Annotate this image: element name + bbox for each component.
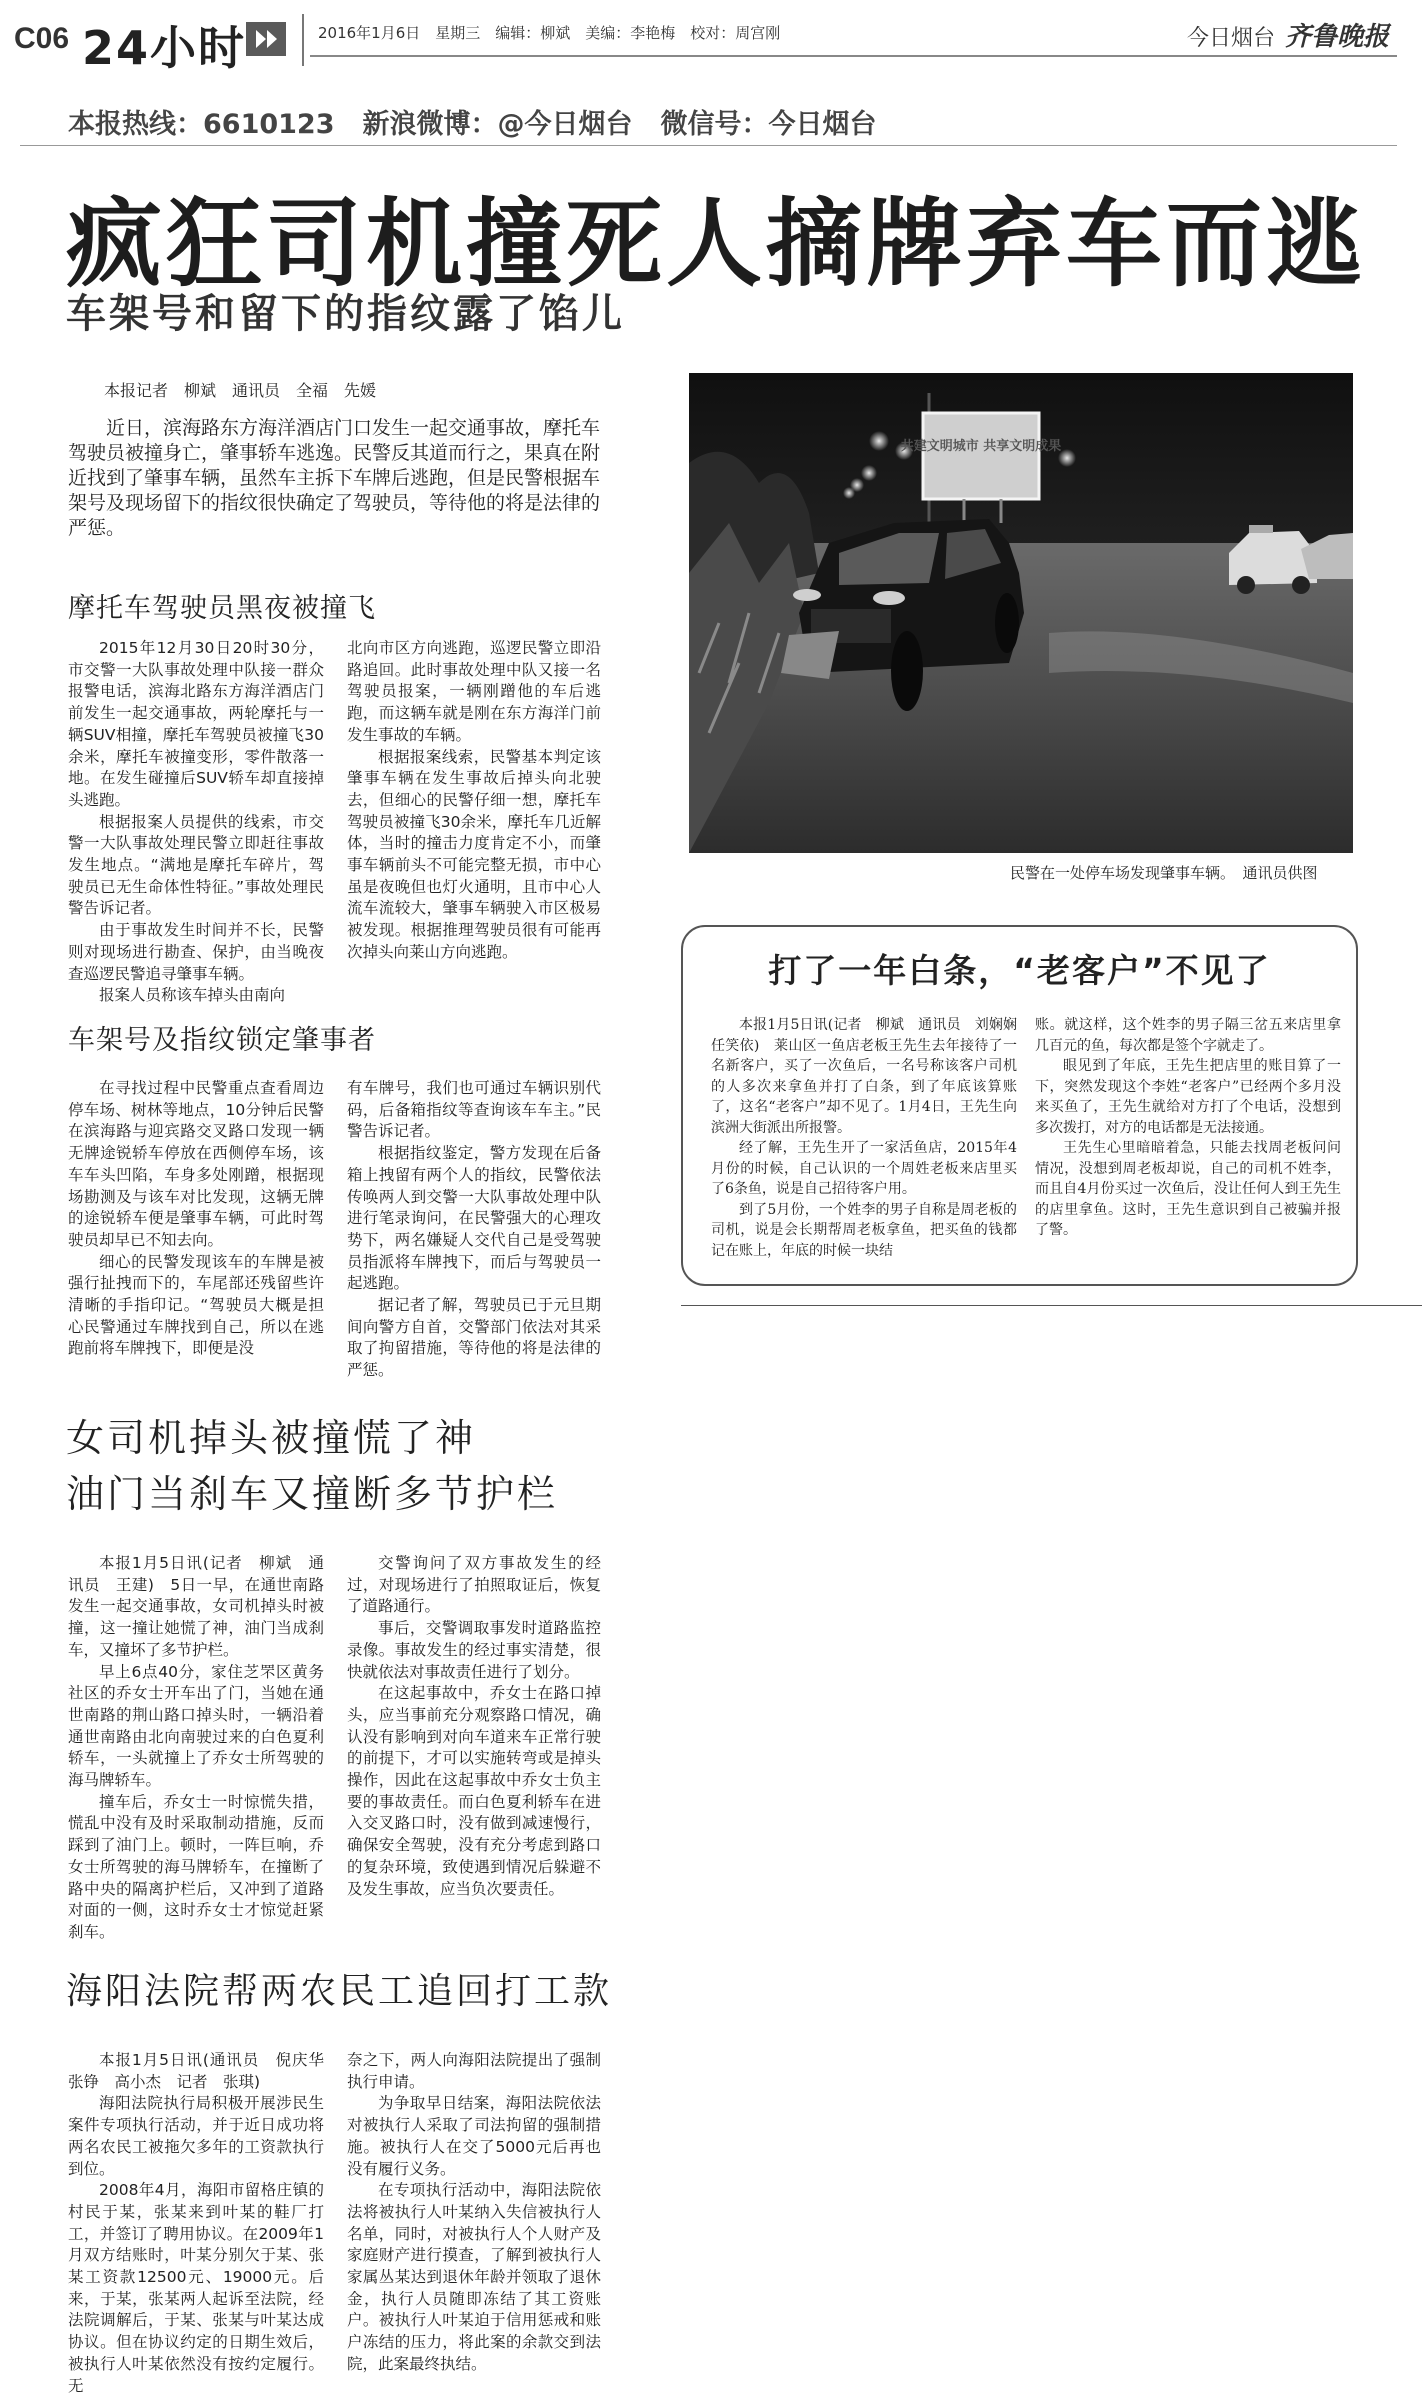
paragraph: 奈之下，两人向海阳法院提出了强制执行申请。 [347,2051,601,2091]
page-number: C06 [14,22,70,55]
sidebar-column-1 [711,1015,1031,1261]
sidebar-box [681,925,1358,1286]
paragraph: 报案人员称该车掉头由南向 [99,986,286,1005]
billboard-text: 共建文明城市 共享文明成果 [900,439,1062,454]
paragraph: 账。就这样，这个姓李的男子隔三岔五来店里拿几百元的鱼，每次都是签个字就走了。 [1035,1017,1341,1054]
paragraph: 王先生心里暗暗着急，只能去找周老板问问情况，没想到周老板却说，自己的司机不姓李，而且自4月份买过一次鱼后，没让任何人到王先生的店里拿鱼。这时，王先生意识到自己被骗并报了警。 [1035,1140,1341,1238]
paragraph: 在寻找过程中民警重点查看周边停车场、树林等地点，10分钟后民警在滨海路与迎宾路交叉路口发现一辆无牌途锐轿车停放在西侧停车场，该车车头凹陷，车身多处刚蹭，根据现场勘测及与该车对比发现，这辆无牌的途锐轿车便是肇事车辆，可此时驾驶员却早已不知去向。 [68,1079,324,1249]
paragraph: 撞车后，乔女士一时惊慌失措，慌乱中没有及时采取制动措施，反而踩到了油门上。顿时，一阵巨响，乔女士所驾驶的海马牌轿车，在撞断了路中央的隔离护栏后，又冲到了道路对面的一侧，这时乔女士才惊觉赶紧刹车。 [68,1792,324,1941]
paragraph: 据记者了解，驾驶员已于元旦期间向警方自首，交警部门依法对其采取了拘留措施，等待他的将是法律的严惩。 [347,1296,601,1380]
section1-column-2 [347,638,601,964]
paragraph: 根据报案人员提供的线索，市交警一大队事故处理民警立即赶往事故发生地点。“满地是摩托车碎片，驾驶员已无生命体性特征。”事故处理民警告诉记者。 [68,812,324,918]
paragraph: 事后，交警调取事发时道路监控录像。事故发生的经过事实清楚，很快就依法对事故责任进行了划分。 [347,1619,601,1681]
story2-column-1 [68,1553,324,1944]
section2-title: 车架号及指纹锁定肇事者 [68,1025,376,1056]
double-chevron-icon [246,22,286,56]
paragraph: 2015年12月30日20时30分，市交警一大队事故处理中队接一群众报警电话，滨海北路东方海洋酒店门前发生一起交通事故，两轮摩托与一辆SUV相撞，摩托车驾驶员被撞飞30余米，摩托车被撞变形，零件散落一地。在发生碰撞后SUV轿车却直接掉头逃跑。 [68,639,324,809]
paragraph: 有车牌号，我们也可通过车辆识别代码，后备箱指纹等查询该车车主。”民警告诉记者。 [347,1079,601,1141]
paragraph: 根据指纹鉴定，警方发现在后备箱上拽留有两个人的指纹，民警依法传唤两人到交警一大队事故处理中队进行笔录询问，在民警强大的心理攻势下，两名嫌疑人交代自己是受驾驶员指派将车牌拽下，而后与驾驶员一起逃跑。 [347,1144,601,1293]
paragraph: 本报1月5日讯(记者 柳斌 通讯员 王建) 5日一早，在通世南路发生一起交通事故，女司机掉头时被撞，这一撞让她慌了神，油门当成刹车，又撞坏了多节护栏。 [68,1554,324,1659]
paragraph: 交警询问了双方事故发生的经过，对现场进行了拍照取证后，恢复了道路通行。 [347,1554,601,1616]
sidebar-title: 打了一年白条，“老客户”不见了 [768,951,1271,990]
weibo: 新浪微博：@今日烟台 [362,109,633,140]
story3-headline: 海阳法院帮两农民工追回打工款 [66,1971,613,2012]
paragraph: 北向市区方向逃跑，巡逻民警立即沿路追回。此时事故处理中队又接一名驾驶员报案，一辆刚蹭他的车后逃跑，而这辆车就是刚在东方海洋门前发生事故的车辆。 [347,639,601,744]
paragraph: 眼见到了年底，王先生把店里的账目算了一下，突然发现这个李姓“老客户”已经两个多月没来买鱼了，王先生就给对方打了个电话，没想到多次拨打，对方的电话都是无法接通。 [1035,1058,1341,1136]
paragraph: 本报1月5日讯(记者 柳斌 通讯员 刘娴娴 任笑依) 莱山区一鱼店老板王先生去年接待了一名新客户，买了一次鱼后，一名号称该客户司机的人多次来拿鱼并打了白条，到了年底该算账了，这名“老客户”却不见了。1月4日，王先生向滨洲大街派出所报警。 [711,1017,1031,1136]
paragraph: 根据报案线索，民警基本判定该肇事车辆在发生事故后掉头向北驶去，但细心的民警仔细一想，摩托车驾驶员被撞飞30余米，摩托车几近解体，当时的撞击力度肯定不小，而肇事车辆前头不可能完整无损，市中心虽是夜晚但也灯火通明，且市中心人流车流较大，肇事车辆驶入市区极易被发现。根据推理驾驶员很有可能再次掉头向莱山方向逃跑。 [347,747,601,961]
paragraph: 经了解，王先生开了一家活鱼店，2015年4月份的时候，自己认识的一个周姓老板来店里买了6条鱼，说是自己招待客户用。 [711,1140,1017,1197]
paragraph: 由于事故发生时间并不长，民警则对现场进行勘查、保护，由当晚夜查巡逻民警追寻肇事车辆。 [68,921,324,983]
main-headline: 疯狂司机撞死人摘牌弃车而逃 [66,188,1366,300]
section2-column-2 [347,1078,601,1382]
sidebar-rule [681,1305,1422,1306]
contact-line [68,102,905,141]
paragraph: 到了5月份，一个姓李的男子自称是周老板的司机，说是会长期帮周老板拿鱼，把买鱼的钱都记在账上，年底的时候一块结 [711,1201,1017,1259]
paragraph: 2008年4月，海阳市留格庄镇的村民于某，张某来到叶某的鞋厂打工，并签订了聘用协议。在2009年1月双方结账时，叶某分别欠于某、张某工资款12500元、19000元。后来，于某，张某两人起诉至法院，经法院调解后，于某、张某与叶某达成协议。但在协议约定的日期生效后，被执行人叶某依然没有按约定履行。无 [68,2181,324,2395]
paragraph: 为争取早日结案，海阳法院依法对被执行人采取了司法拘留的强制措施。被执行人在交了5000元后再也没有履行义务。 [347,2094,601,2178]
header-divider [302,14,304,66]
header-right [1187,16,1389,53]
section-name: 24小时 [82,21,247,75]
news-photo [689,373,1353,853]
main-lead: 近日，滨海路东方海洋酒店门口发生一起交通事故，摩托车驾驶员被撞身亡，肇事轿车逃逸。民警反其道而行之，果真在附近找到了肇事车辆，虽然车主拆下车牌后逃跑，但是民警根据车架号及现场留下的指纹很快确定了驾驶员，等待他的将是法律的严惩。 [68,417,601,539]
story3-column-1 [68,2050,340,2397]
story3-column-2 [347,2050,601,2376]
wechat: 微信号：今日烟台 [660,109,877,140]
edition-label: 今日烟台 [1186,26,1275,51]
contact-rule [20,145,1397,146]
header-rule [310,55,1397,57]
section1-column-1 [68,638,324,1007]
section2-column-1 [68,1078,324,1360]
story2-headline-2: 油门当刹车又撞断多节护栏 [66,1472,559,1516]
sidebar-column-2 [1035,1015,1341,1241]
paragraph: 海阳法院执行局积极开展涉民生案件专项执行活动，并于近日成功将两名农民工被拖欠多年的工资款执行到位。 [68,2094,324,2178]
photo-caption: 民警在一处停车场发现肇事车辆。 通讯员供图 [1010,864,1318,882]
issue-meta: 2016年1月6日 星期三 编辑：柳斌 美编：李艳梅 校对：周宫刚 [318,24,781,42]
paragraph: 早上6点40分，家住芝罘区黄务社区的乔女士开车出了门，当她在通世南路的荆山路口掉头时，一辆沿着通世南路由北向南驶过来的白色夏利轿车，一头就撞上了乔女士所驾驶的海马牌轿车。 [68,1662,324,1790]
hotline: 本报热线：6610123 [68,109,335,140]
suv-night-scene [689,373,1353,853]
newspaper-logo: 齐鲁晚报 [1284,22,1389,52]
paragraph: 细心的民警发现该车的车牌是被强行扯拽而下的，车尾部还残留些许清晰的手指印记。“驾驶员大概是担心民警通过车牌找到自己，所以在逃跑前将车牌拽下，即便是没 [68,1252,324,1358]
main-subheadline: 车架号和留下的指纹露了馅儿 [66,291,625,337]
story2-headline-1: 女司机掉头被撞慌了神 [66,1416,477,1460]
section1-title: 摩托车驾驶员黑夜被撞飞 [68,593,376,624]
story2-column-2 [347,1553,601,1900]
paragraph: 在专项执行活动中，海阳法院依法将被执行人叶某纳入失信被执行人名单，同时，对被执行人个人财产及家庭财产进行摸查，了解到被执行人家属丛某达到退休年龄并领取了退休金，执行人员随即冻结了其工资账户。被执行人叶某迫于信用惩戒和账户冻结的压力，将此案的余款交到法院，此案最终执结。 [347,2181,601,2373]
main-byline: 本报记者 柳斌 通讯员 全福 先媛 [104,381,377,400]
paragraph: 本报1月5日讯(通讯员 倪庆华 张铮 高小杰 记者 张琪) [68,2051,340,2091]
paragraph: 在这起事故中，乔女士在路口掉头，应当事前充分观察路口情况，确认没有影响到对向车道来车正常行驶的前提下，才可以实施转弯或是掉头操作，因此在这起事故中乔女士负主要的事故责任。而白色夏利轿车在进入交叉路口时，没有做到减速慢行，确保安全驾驶，没有充分考虑到路口的复杂环境，致使遇到情况后躲避不及发生事故，应当负次要责任。 [347,1684,601,1898]
